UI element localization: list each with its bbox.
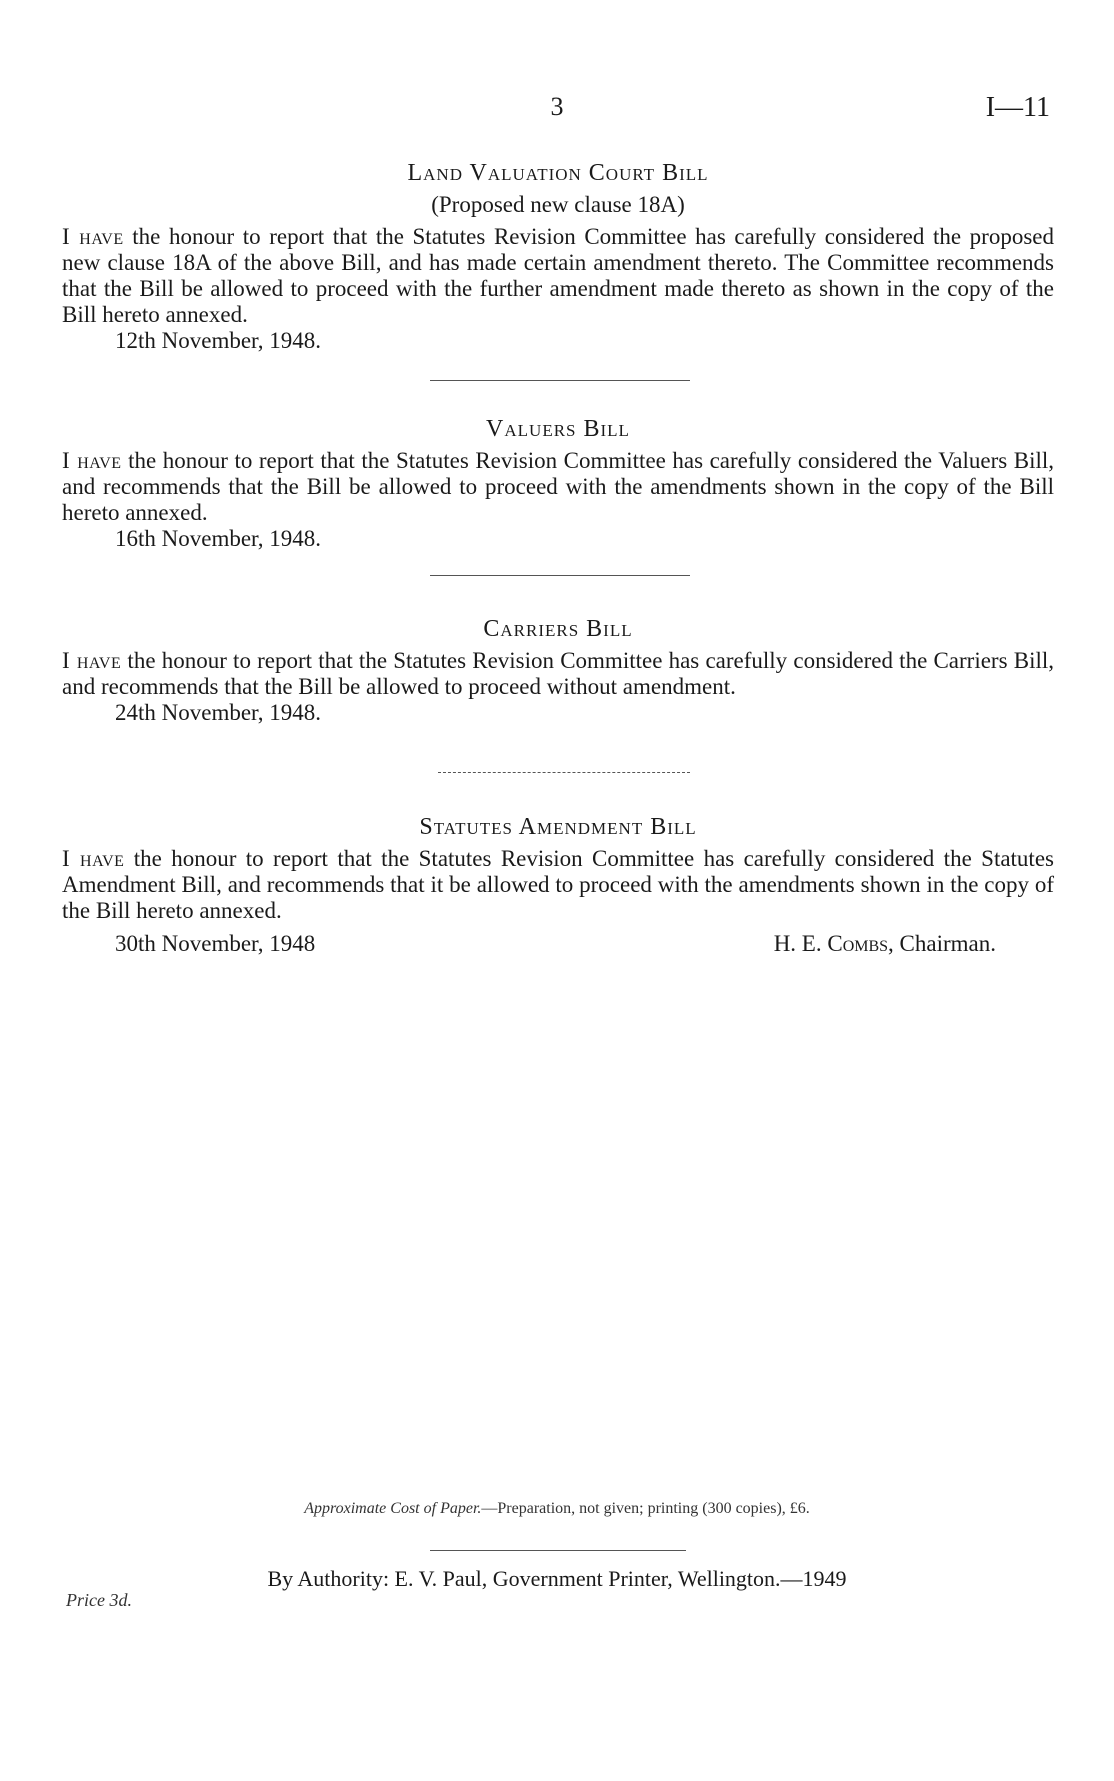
lead-words: I have <box>62 648 122 673</box>
report-date: 30th November, 1948 <box>115 931 316 956</box>
section-divider <box>438 772 690 773</box>
paper-cost-note <box>0 1500 1114 1518</box>
printer-authority: By Authority: E. V. Paul, Government Printer, Wellington.—1949 <box>267 1566 847 1591</box>
chairman-role: , Chairman. <box>888 931 996 956</box>
report-date: 16th November, 1948. <box>115 526 322 551</box>
section-title: Statutes Amendment Bill <box>419 814 697 840</box>
section-valuers-bill <box>62 414 1054 552</box>
report-paragraph <box>62 448 1054 526</box>
report-text: the honour to report that the Statutes Revision Committee has carefully considered the Statutes Amendment Bill, and recommends that it be allowed to proceed with the amendments shown in the copy of the Bill hereto annexed. <box>62 846 1054 923</box>
report-text: the honour to report that the Statutes Revision Committee has carefully considered the proposed new clause 18A of the above Bill, and has made certain amendment thereto. The Committee recommends that the Bill be allowed to proceed with the further amendment made thereto as shown in the copy of the Bill hereto annexed. <box>62 224 1054 327</box>
section-title: Valuers Bill <box>486 416 630 442</box>
report-paragraph <box>62 846 1054 924</box>
section-land-valuation-court-bill <box>62 158 1054 354</box>
lead-words: I have <box>62 448 122 473</box>
section-title: Land Valuation Court Bill <box>407 160 709 186</box>
section-carriers-bill <box>62 614 1054 726</box>
report-text: the honour to report that the Statutes Revision Committee has carefully considered the Valuers Bill, and recommends that the Bill be allowed to proceed with the amendments shown in the copy of the Bill hereto annexed. <box>62 448 1054 525</box>
chairman-name: H. E. Combs <box>773 931 889 956</box>
section-divider <box>430 575 690 576</box>
report-paragraph <box>62 648 1054 700</box>
lead-words: I have <box>62 224 124 249</box>
footer-divider <box>430 1550 686 1551</box>
document-reference: I—11 <box>985 92 1050 123</box>
signature <box>774 930 996 958</box>
section-statutes-amendment-bill <box>62 812 1054 958</box>
section-subtitle: (Proposed new clause 18A) <box>431 192 685 217</box>
cost-detail: —Preparation, not given; printing (300 copies), £6. <box>481 1500 810 1517</box>
lead-words: I have <box>62 846 125 871</box>
cost-label: Approximate Cost of Paper. <box>304 1500 482 1517</box>
section-divider <box>430 380 690 381</box>
report-paragraph <box>62 224 1054 328</box>
price-note: Price 3d. <box>66 1590 132 1610</box>
page-number: 3 <box>550 92 564 121</box>
report-date: 24th November, 1948. <box>115 700 322 725</box>
report-date: 12th November, 1948. <box>115 328 322 353</box>
report-text: the honour to report that the Statutes Revision Committee has carefully considered the Carriers Bill, and recommends that the Bill be allowed to proceed without amendment. <box>62 648 1054 699</box>
section-title: Carriers Bill <box>483 616 633 642</box>
date-and-signature <box>62 930 1054 958</box>
